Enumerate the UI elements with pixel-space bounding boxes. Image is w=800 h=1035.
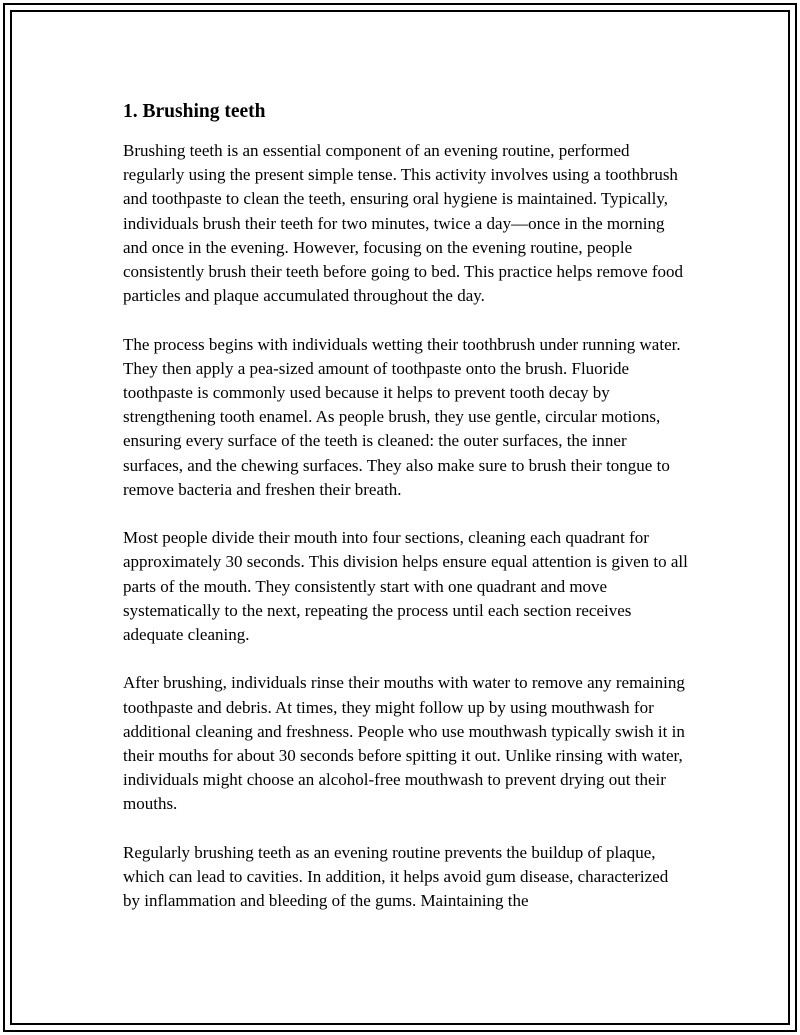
section-heading: 1. Brushing teeth <box>123 101 266 122</box>
page-frame <box>3 3 797 1032</box>
paragraph-1: Brushing teeth is an essential component of an evening routine, performed regularly using the present simple tense. This activity involves using a toothbrush and toothpaste to clean the teeth, ensuring oral hygiene is maintained. Typically, individuals brush their teeth for two minutes, twice a day—once in the morning and once in the evening. However, focusing on the evening routine, people consistently brush their teeth before going to bed. This practice helps remove food particles and plaque accumulated throughout the day. <box>123 141 684 306</box>
paragraph-2: The process begins with individuals wetting their toothbrush under running water. They then apply a pea-sized amount of toothpaste onto the brush. Fluoride toothpaste is commonly used because it helps to prevent tooth decay by strengthening tooth enamel. As people brush, they use gentle, circular motions, ensuring every surface of the teeth is cleaned: the outer surfaces, the inner surfaces, and the chewing surfaces. They also make sure to brush their tongue to remove bacteria and freshen their breath. <box>123 334 681 499</box>
paragraph-3: Most people divide their mouth into four sections, cleaning each quadrant for approximately 30 seconds. This division helps ensure equal attention is given to all parts of the mouth. They consistently start with one quadrant and move systematically to the next, repeating the process until each section receives adequate cleaning. <box>123 528 688 645</box>
paragraph-5: Regularly brushing teeth as an evening routine prevents the buildup of plaque, which can lead to cavities. In addition, it helps avoid gum disease, characterized by inflammation and bleeding of the gums. Maintaining the <box>123 842 669 911</box>
paragraph-4: After brushing, individuals rinse their mouths with water to remove any remaining toothpaste and debris. At times, they might follow up by using mouthwash for additional cleaning and freshness. People who use mouthwash typically swish it in their mouths for about 30 seconds before spitting it out. Unlike rinsing with water, individuals might choose an alcohol-free mouthwash to prevent drying out their mouths. <box>123 673 685 814</box>
document-body <box>123 99 689 938</box>
